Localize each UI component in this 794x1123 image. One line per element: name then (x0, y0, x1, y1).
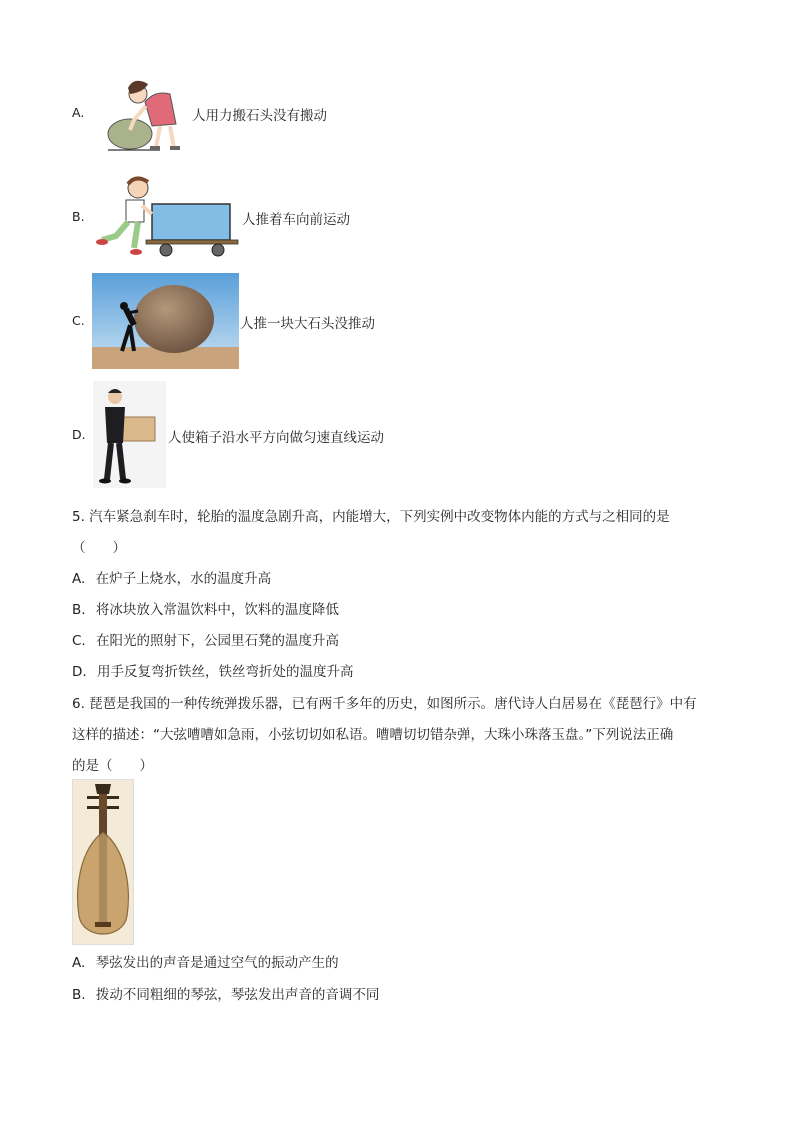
q5-option-c-letter: C. (72, 633, 86, 649)
q6-stem-line2: 这样的描述：“大弦嘈嘈如急雨，小弦切切如私语。嘈嘈切切错杂弹，大珠小珠落玉盘。”下列说法正确 (72, 727, 674, 743)
q6-stem-line1: 6. 琵琶是我国的一种传统弹拨乐器，已有两千多年的历史，如图所示。唐代诗人白居易在《琵琶行》中有 (72, 696, 697, 712)
man-carrying-box-photo (93, 381, 166, 488)
q5-option-a (72, 567, 271, 587)
q4-option-d-letter: D. (72, 427, 86, 442)
q4-option-d-text: 人使箱子沿水平方向做匀速直线运动 (168, 430, 384, 446)
q6-option-a-letter: A. (72, 955, 86, 971)
q5-option-a-text: 在炉子上烧水，水的温度升高 (95, 571, 272, 587)
q5-stem-line2: （ ） (72, 540, 126, 556)
pipa-photo (72, 779, 134, 945)
q5-option-b-text: 将冰块放入常温饮料中，饮料的温度降低 (95, 602, 339, 618)
q4-option-a-text: 人用力搬石头没有搬动 (192, 108, 327, 124)
q5-option-a-letter: A. (72, 571, 86, 587)
q5-stem-line1: 5. 汽车紧急刹车时，轮胎的温度急剧升高，内能增大，下列实例中改变物体内能的方式与之相同的是 (72, 509, 670, 525)
q5-option-b-letter: B. (72, 602, 86, 618)
q6-option-b-text: 拨动不同粗细的琴弦，琴弦发出声音的音调不同 (95, 987, 380, 1003)
q5-option-d-letter: D. (72, 664, 87, 680)
q5-option-d (72, 660, 353, 680)
girl-lifting-rock-illustration (100, 72, 186, 154)
q5-option-c (72, 629, 339, 649)
q4-option-b-letter: B. (72, 209, 85, 224)
q4-option-b-text: 人推着车向前运动 (242, 212, 350, 228)
q6-option-a-text: 琴弦发出的声音是通过空气的振动产生的 (95, 955, 339, 971)
q5-option-b (72, 598, 339, 618)
q4-option-a-letter: A. (72, 105, 85, 120)
q6-stem-line3: 的是（ ） (72, 758, 153, 774)
q6-option-b-letter: B. (72, 987, 86, 1003)
q4-option-c-letter: C. (72, 313, 85, 328)
q4-option-c-text: 人推一块大石头没推动 (240, 316, 375, 332)
q6-option-a (72, 951, 339, 971)
q5-option-d-text: 用手反复弯折铁丝，铁丝弯折处的温度升高 (96, 664, 354, 680)
q5-option-c-text: 在阳光的照射下，公园里石凳的温度升高 (96, 633, 340, 649)
boy-pushing-cart-illustration (94, 174, 240, 260)
q6-option-b (72, 983, 379, 1003)
man-pushing-boulder-photo (92, 273, 239, 369)
